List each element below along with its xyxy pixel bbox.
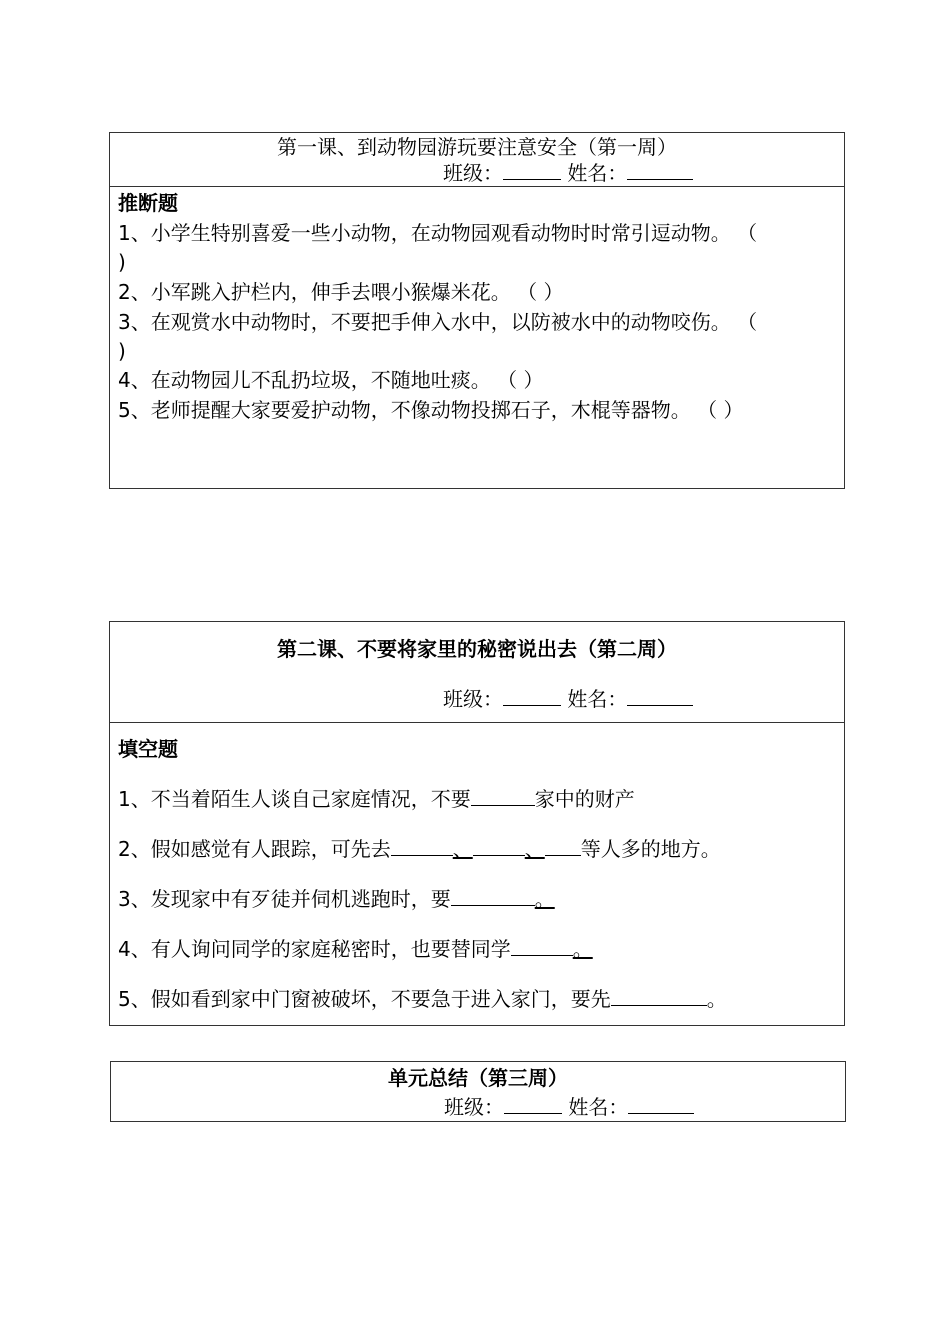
class-blank[interactable] (504, 1095, 562, 1114)
lesson2-section-heading: 填空题 (118, 737, 178, 761)
lesson1-item-4: 4、在动物园儿不乱扔垃圾，不随地吐痰。 （ ） (118, 368, 544, 392)
fill-blank[interactable] (473, 837, 525, 856)
fill-blank[interactable] (471, 787, 535, 806)
lesson1-section-heading: 推断题 (118, 191, 178, 215)
lesson2-box (109, 621, 845, 1026)
fill-blank[interactable] (391, 837, 453, 856)
lesson2-divider (110, 722, 844, 723)
lesson1-item-3-cont: ) (118, 339, 126, 363)
lesson2-item-4: 4、有人询问同学的家庭秘密时，也要替同学 。 (118, 937, 593, 961)
name-label: 姓名： (567, 161, 628, 185)
name-blank[interactable] (628, 1095, 694, 1114)
class-blank[interactable] (503, 687, 561, 706)
lesson1-divider (110, 186, 844, 187)
fill-blank[interactable] (545, 837, 581, 856)
lesson1-item-2: 2、小军跳入护栏内，伸手去喂小猴爆米花。 （ ） (118, 280, 564, 304)
fill-blank[interactable] (611, 987, 707, 1006)
lesson1-item-1: 1、小学生特别喜爱一些小动物，在动物园观看动物时时常引逗动物。 （ (118, 221, 758, 245)
lesson1-item-3: 3、在观赏水中动物时，不要把手伸入水中，以防被水中的动物咬伤。 （ (118, 310, 758, 334)
lesson2-item-1: 1、不当着陌生人谈自己家庭情况，不要 家中的财产 (118, 787, 635, 811)
name-blank[interactable] (627, 161, 693, 180)
class-label: 班级： (443, 161, 503, 185)
lesson2-item-5: 5、假如看到家中门窗被破坏，不要急于进入家门，要先 。 (118, 987, 727, 1011)
summary-class-name-row (444, 1093, 694, 1121)
lesson2-item-3: 3、发现家中有歹徒并伺机逃跑时，要 。 (118, 887, 555, 911)
lesson1-item-5: 5、老师提醒大家要爱护动物，不像动物投掷石子，木棍等器物。 （ ） (118, 398, 744, 422)
lesson2-class-name-row (443, 685, 693, 713)
fill-blank[interactable] (511, 937, 573, 956)
class-blank[interactable] (503, 161, 561, 180)
lesson2-title: 第二课、不要将家里的秘密说出去（第二周） (277, 637, 677, 661)
class-label: 班级： (443, 687, 503, 711)
fill-blank[interactable] (451, 887, 535, 906)
class-label: 班级： (444, 1095, 504, 1119)
lesson1-class-name-row (443, 159, 693, 187)
lesson1-box (109, 132, 845, 489)
lesson2-item-2: 2、假如感觉有人跟踪，可先去 、 、 等人多的地方。 (118, 837, 721, 861)
lesson1-item-1-cont: ) (118, 250, 126, 274)
summary-box (110, 1061, 846, 1122)
summary-title: 单元总结（第三周） (388, 1066, 568, 1090)
name-label: 姓名： (567, 687, 628, 711)
name-label: 姓名： (568, 1095, 629, 1119)
lesson1-title: 第一课、到动物园游玩要注意安全（第一周） (277, 135, 677, 159)
name-blank[interactable] (627, 687, 693, 706)
